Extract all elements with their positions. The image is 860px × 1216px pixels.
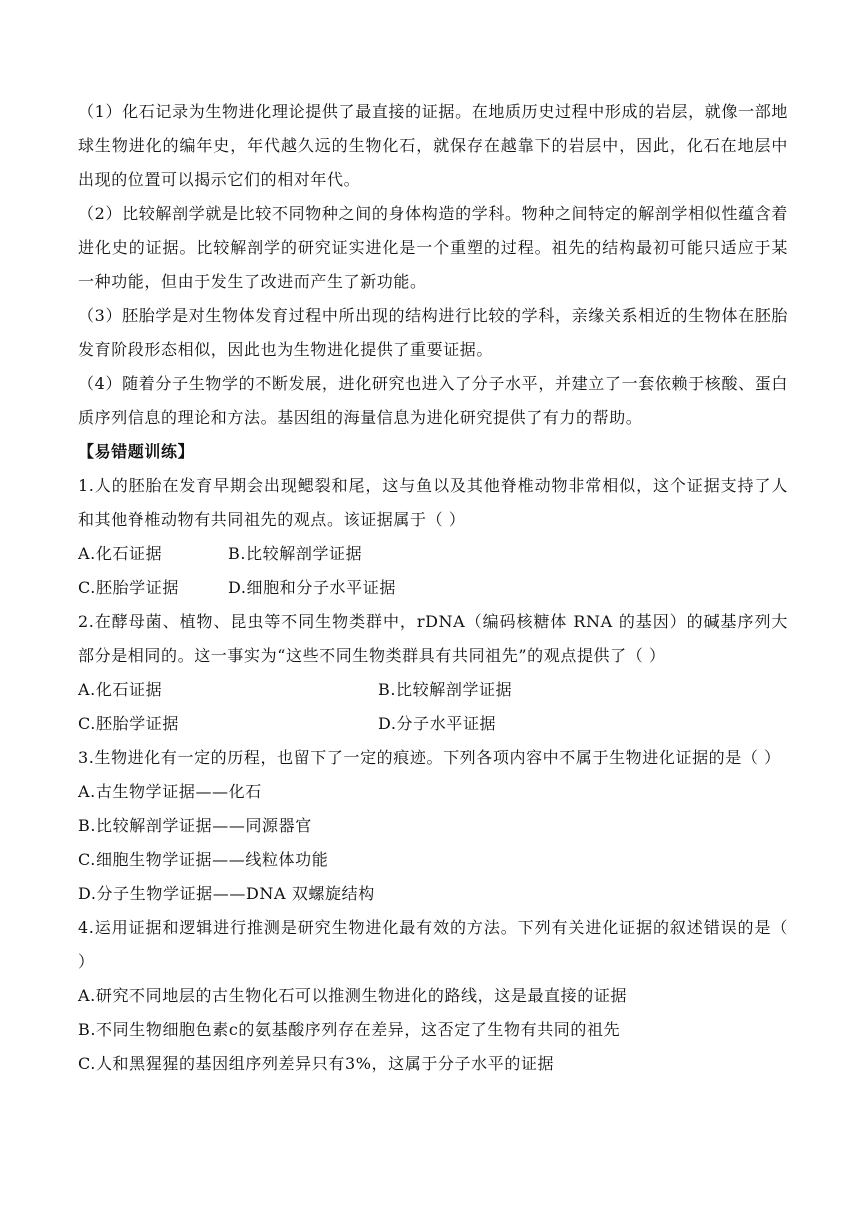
question-2-option-d: D.分子水平证据 <box>378 714 497 733</box>
question-1-option-b: B.比较解剖学证据 <box>228 544 363 563</box>
question-4-stem: 4.运用证据和逻辑进行推测是研究生物进化最有效的方法。下列有关进化证据的叙述错误的是（ ） <box>78 918 788 971</box>
question-1-stem: 1.人的胚胎在发育早期会出现鳃裂和尾，这与鱼以及其他脊椎动物非常相似，这个证据支持了人和其他脊椎动物有共同祖先的观点。该证据属于（ ） <box>78 476 788 529</box>
question-2-option-a: A.化石证据 <box>78 680 163 699</box>
document-page <box>78 95 788 1081</box>
section-heading: 【易错题训练】 <box>78 442 195 461</box>
question-3-stem: 3.生物进化有一定的历程，也留下了一定的痕迹。下列各项内容中不属于生物进化证据的是（ ） <box>78 748 781 767</box>
question-4-option-a: A.研究不同地层的古生物化石可以推测生物进化的路线，这是最直接的证据 <box>78 986 628 1005</box>
question-3-option-d: D.分子生物学证据——DNA 双螺旋结构 <box>78 884 375 903</box>
question-2-option-c: C.胚胎学证据 <box>78 714 179 733</box>
question-3-option-a: A.古生物学证据——化石 <box>78 782 262 801</box>
question-1-option-c: C.胚胎学证据 <box>78 578 179 597</box>
question-1-option-a: A.化石证据 <box>78 544 163 563</box>
paragraph-fossil-evidence: （1）化石记录为生物进化理论提供了最直接的证据。在地质历史过程中形成的岩层，就像一部地球生物进化的编年史，年代越久远的生物化石，就保存在越靠下的岩层中，因此，化石在地层中出现的位置可以揭示它们的相对年代。 <box>78 102 788 189</box>
question-4-option-b: B.不同生物细胞色素c的氨基酸序列存在差异，这否定了生物有共同的祖先 <box>78 1020 621 1039</box>
paragraph-molecular-biology: （4）随着分子生物学的不断发展，进化研究也进入了分子水平，并建立了一套依赖于核酸、蛋白质序列信息的理论和方法。基因组的海量信息为进化研究提供了有力的帮助。 <box>78 374 788 427</box>
question-2-options-row-2 <box>78 707 788 741</box>
question-2-stem: 2.在酵母菌、植物、昆虫等不同生物类群中，rDNA（编码核糖体 RNA 的基因）的碱基序列大部分是相同的。这一事实为“这些不同生物类群具有共同祖先”的观点提供了（ ） <box>78 612 788 665</box>
question-2-option-b: B.比较解剖学证据 <box>378 680 513 699</box>
question-4-option-c: C.人和黑猩猩的基因组序列差异只有3%，这属于分子水平的证据 <box>78 1054 555 1073</box>
question-3-option-b: B.比较解剖学证据——同源器官 <box>78 816 312 835</box>
question-1-options-row-2 <box>78 571 788 605</box>
question-3-option-c: C.细胞生物学证据——线粒体功能 <box>78 850 329 869</box>
paragraph-embryology: （3）胚胎学是对生物体发育过程中所出现的结构进行比较的学科，亲缘关系相近的生物体在胚胎发育阶段形态相似，因此也为生物进化提供了重要证据。 <box>78 306 788 359</box>
paragraph-comparative-anatomy: （2）比较解剖学就是比较不同物种之间的身体构造的学科。物种之间特定的解剖学相似性蕴含着进化史的证据。比较解剖学的研究证实进化是一个重塑的过程。祖先的结构最初可能只适应于某一种功能，但由于发生了改进而产生了新功能。 <box>78 204 788 291</box>
question-2-options-row-1 <box>78 673 788 707</box>
question-1-option-d: D.细胞和分子水平证据 <box>228 578 396 597</box>
question-1-options-row-1 <box>78 537 788 571</box>
